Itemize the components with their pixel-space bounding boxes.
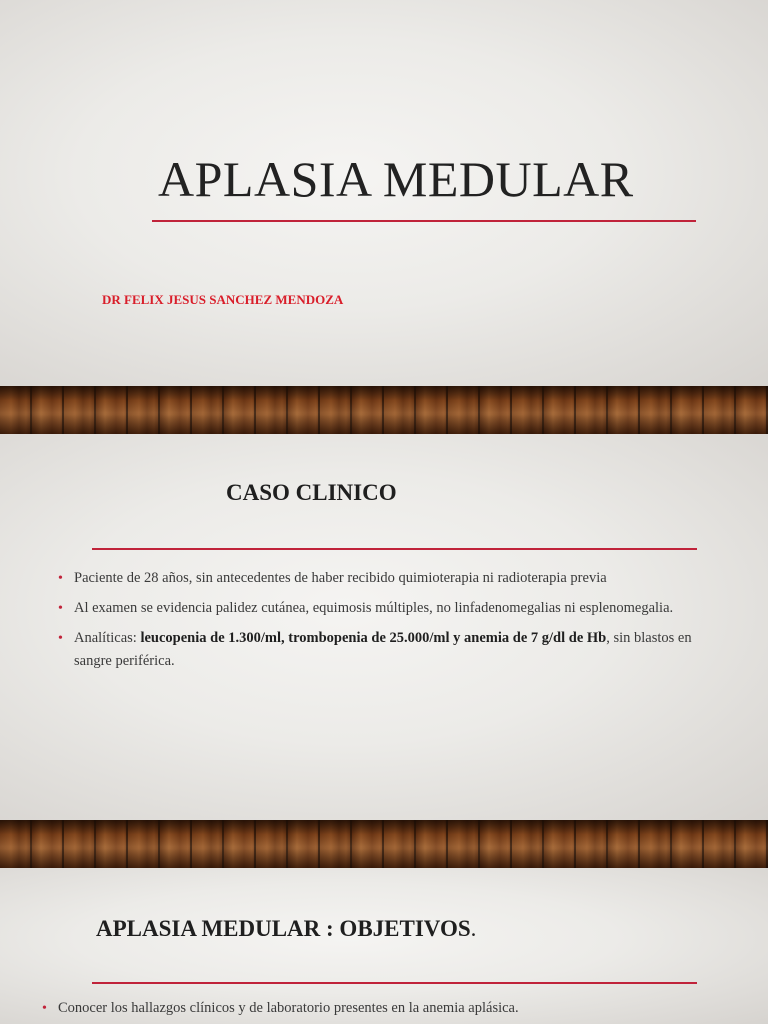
list-item-text: Conocer los hallazgos clínicos y de laboratorio presentes en la anemia aplásica. xyxy=(58,1000,519,1016)
list-item xyxy=(58,567,708,590)
bullet-icon: • xyxy=(58,631,63,646)
bullet-icon: • xyxy=(58,571,63,586)
list-item-text: Paciente de 28 años, sin antecedentes de haber recibido quimioterapia ni radioterapia previa xyxy=(74,570,607,586)
slide-heading-text: APLASIA MEDULAR : OBJETIVOS xyxy=(96,916,471,941)
list-item-text: Al examen se evidencia palidez cutánea, equimosis múltiples, no linfadenomegalias ni esplenomegalia. xyxy=(74,600,674,616)
title-divider xyxy=(152,220,696,222)
heading-divider xyxy=(92,548,697,550)
bullet-list xyxy=(42,997,742,1024)
slide-heading-suffix: . xyxy=(470,916,477,941)
slide-caso-clinico xyxy=(0,434,768,820)
author-name: DR FELIX JESUS SANCHEZ MENDOZA xyxy=(102,292,344,307)
bullet-icon: • xyxy=(58,601,63,616)
list-item-text-prefix: Analíticas: xyxy=(74,630,141,646)
slide-title xyxy=(0,0,768,386)
slide-objetivos xyxy=(0,868,768,1024)
slide-heading: CASO CLINICO xyxy=(226,480,397,505)
heading-divider xyxy=(92,982,697,984)
slide-title-heading: APLASIA MEDULAR xyxy=(158,151,634,207)
list-item-text-bold: leucopenia de 1.300/ml, trombopenia de 25.000/ml y anemia de 7 g/dl de Hb xyxy=(140,630,607,646)
wood-floor-divider xyxy=(0,386,768,434)
list-item xyxy=(42,997,742,1020)
list-item-text-suffix: , sin blastos en sangre periférica. xyxy=(74,630,692,669)
list-item xyxy=(58,627,708,673)
slide-heading xyxy=(96,916,476,942)
wood-floor-divider xyxy=(0,820,768,868)
bullet-icon: • xyxy=(42,1001,47,1016)
bullet-list xyxy=(58,567,708,680)
list-item xyxy=(58,597,708,620)
